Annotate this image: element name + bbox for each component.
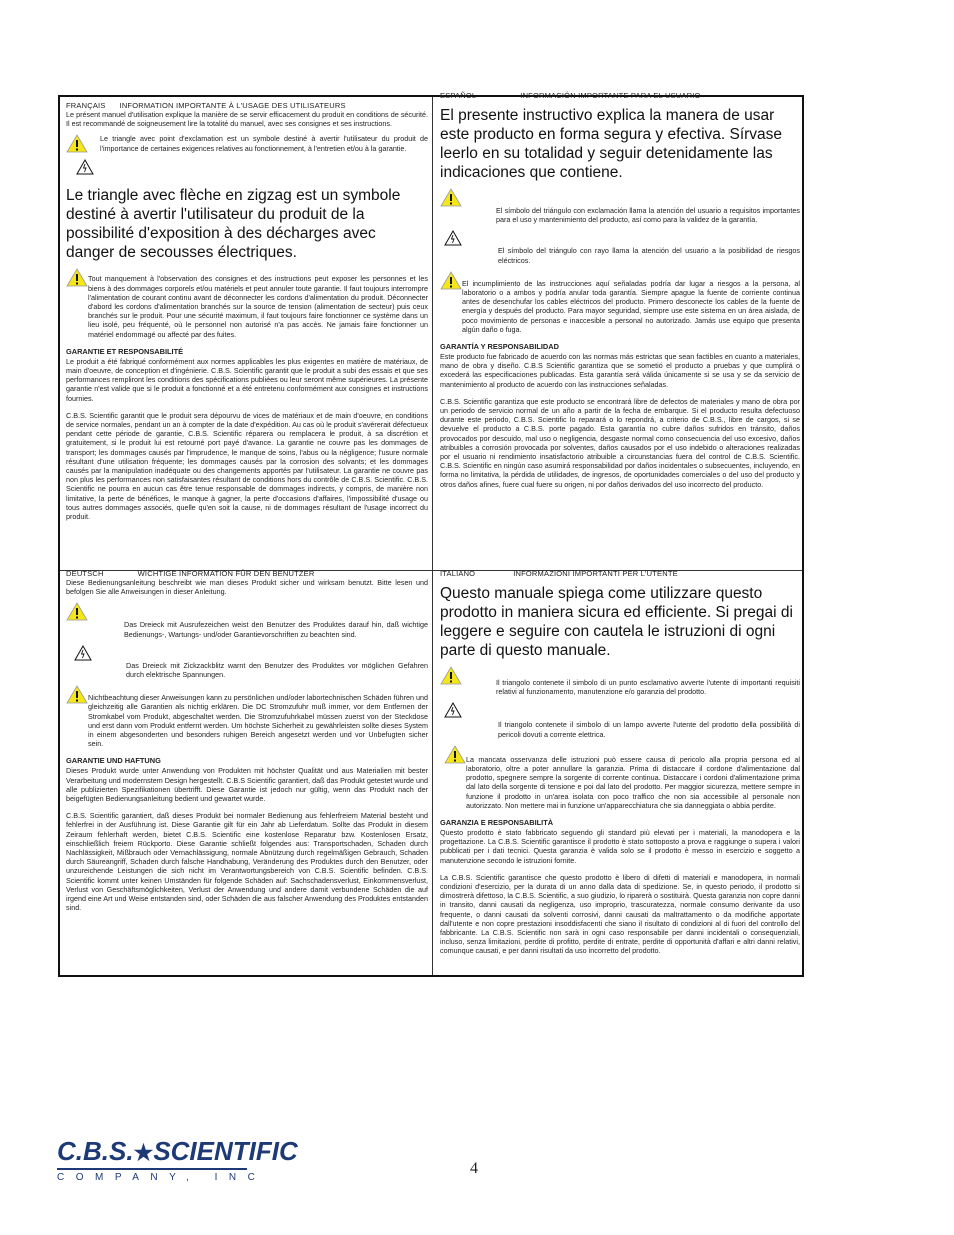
- warning-exclamation-icon: [66, 602, 88, 621]
- intro-text: El presente instructivo explica la manera de usar este producto en forma segura y efectiva. Sírvase leerlo en su totalidad y seguir detenidamente las indicaciones que contiene.: [440, 107, 783, 181]
- page-number: 4: [470, 1160, 478, 1177]
- warranty-paragraph-1: Questo prodotto è stato fabbricato seguendo gli standard più elevati per i materiali, la manodopera e la progettazione. La C.B.S. Scientific garantisce il prodotto è stato sottoposto a prova e raggiunge o supera i valori pubblicati per i dati tecnici. Questa garanzia è valida solo se il prodotto è messo in esercizio e soggetto a manutenzione secondo le istruzioni fornite.: [440, 828, 800, 865]
- warning-lightning-icon: [76, 159, 94, 175]
- warning-notice: La mancata osservanza delle istruzioni può essere causa di pericolo alla propria persona ed al laboratorio, oltre a poter annullare la garanzia. Prima di distaccare il cordone d'alimentazione dal prodotto, spegnere sempre la sorgente di corrente continua. Distaccare i cordoni d'alimentazione prima dal lato della sorgente di tensione e poi dal lato del prodotto. Per maggior sicurezza, mettere sempre in funzione il prodotto in un'area isolata con poco traffico che non sia accessibile al personale non autorizzato. Non mettere mai in funzione un'apparecchiatura che sia danneggiata o abbia perdite.: [440, 745, 800, 810]
- warning-exclamation-icon: [440, 188, 462, 207]
- exclamation-notice: El símbolo del triángulo con exclamación llama la atención del usuario a requisitos importantes para el uso y mantenimiento del producto, así como para la validez de la garantía.: [440, 188, 800, 224]
- column-divider: [432, 97, 433, 975]
- warranty-paragraph-1: Este producto fue fabricado de acuerdo con las normas más estrictas que sean factibles en cuanto a materiales, mano de obra y diseño. C.B.S Scientific garantiza que se sometió el producto a pruebas y que cumplirá o excederá las especificaciones publicadas. Esta garantía será válida únicamente si se usa y se da servicio de mantenimiento al producto de acuerdo con las instrucciones señaladas.: [440, 352, 800, 389]
- warning-exclamation-icon: [440, 271, 462, 290]
- warning-lightning-icon: [444, 702, 462, 718]
- warning-lightning-icon: [444, 230, 462, 246]
- warning-notice: Tout manquement à l'observation des consignes et des instructions peut exposer les personnes et les biens à des dommages corporels et/ou matériels et peut annuler toute garantie. Il faut toujours interrompre l'alimentation de courant continu avant de déconnecter les cordons d'alimentation du produit. Déconnecter d'abord les cordons d'alimentation branchés sur la source de tension (alimentation de secteur) puis ceux branchés sur le produit. Pour une sécurité maximum, il faut toujours faire fonctionner ce système dans un lieu isolé, peu fréquenté, où le personnel non autorisé n'a pas accès. Ne jamais faire fonctionner un matériel endommagé ou affecté par des fuites.: [66, 268, 428, 338]
- section-header: ITALIANO INFORMAZIONI IMPORTANTI PER L'UTENTE: [440, 569, 678, 578]
- intro-text: Questo manuale spiega come utilizzare questo prodotto in maniera sicura ed efficiente. Si pregai di leggere e seguire con cautela le istruzioni di ogni parte di questo manuale.: [440, 585, 793, 659]
- warranty-paragraph-1: Le produit a été fabriqué conformément aux normes applicables les plus exigentes en matière de matériaux, de main d'oeuvre, de conception et d'ingénierie. C.B.S. Scientific garantit que le produit a subi des essais et que ses performances rempliront les conditions des spécifications publiées ou leur seront même supérieures. La présente garantie n'est valide que si le produit a fonctionné et a été entretenu conformément aux consignes et instructions fournies.: [66, 356, 428, 403]
- warranty-paragraph-2: C.B.S. Scientific garantit que le produit sera dépourvu de vices de matériaux et de main d'oeuvre, en conditions de service normales, pendant un an à compter de la date d'expédition. Au cas où le produit s'avérerait défectueux pendant cette période de garantie, C.B.S. Scientific réparera ou remplacera le produit, à sa discrétion et gratuitement, si le produit lui est retourné port payé d'avance. La garantie ne couvre pas les dommages de transport; les dommages causés par l'imprudence, le manque de soins, l'abus ou la négligence; l'usure normale résultant d'une utilisation fréquente; les dommages causés par la corrosion des solvants; et les dommages causés par la manipulation inadéquate ou des changements apportés par l'utilisateur. La garantie ne couvre pas non plus les performances non satisfaisantes résultant de conditions hors du contrôle de C.B.S. Scientific. C.B.S. Scientific ne pourra en aucun cas être tenue responsable de dommages indirects, y compris, de manière non limitative, la perte de bénéfices, le manque à gagner, la perte d'occasions d'affaires, l'impossibilité d'usage ou tous autres dommages associés, quelle qu'en soit la cause, ni de dommages résultant de l'usage incorrect du produit.: [66, 410, 428, 522]
- section-spanish: [440, 91, 800, 567]
- warranty-heading: GARANZIA E RESPONSABILITÀ: [440, 818, 554, 828]
- section-header: FRANÇAIS INFORMATION IMPORTANTE À L'USAGE DES UTILISATEURS: [66, 101, 346, 110]
- warranty-heading: GARANTIE ET RESPONSABILITÉ: [66, 346, 184, 356]
- intro-text: Le présent manuel d'utilisation explique la manière de se servir efficacement du produit en conditions de sécurité. Il est recommandé de soigneusement lire la totalité du manuel, avec ses consignes et ses instructions.: [66, 110, 428, 129]
- warning-exclamation-icon: [440, 666, 462, 685]
- warning-notice: El incumplimiento de las instrucciones aquí señaladas podría dar lugar a riesgos a la persona, al laboratorio o a ambos y podría anular toda garantía. Siempre apague la fuente de corriente continua antes de desenchufar los cables eléctricos del producto. Primero desconecte los cables de la fuente de energía y después del producto. Para mayor seguridad, siempre use este sistema en un área aislada, de poco movimiento de personas e inaccesible a personal no autorizado. Jamás use equipo que presenta algún daño o fuga.: [440, 271, 800, 334]
- warranty-heading: GARANTIE UND HAFTUNG: [66, 756, 161, 766]
- warranty-paragraph-1: Dieses Produkt wurde unter Anwendung von Produkten mit höchster Qualität und aus Materialien mit bester Verarbeitung und modernstem Design hergestellt. C.B.S Scientific garantiert, daß das Produkt getestet wurde und alle publizierten Spezifikationen übertrifft. Diese Garantie ist jedoch nur gültig, wenn das Produkt nach der beigefügten Bedienungsanleitung bedient und gewartet wurde.: [66, 766, 428, 804]
- exclamation-notice: Das Dreieck mit Ausrufezeichen weist den Benutzer des Produktes darauf hin, daß wichtige Bedienungs-, Wartungs- und/oder Garantievorschriften zu beachten sind.: [66, 602, 428, 638]
- warranty-paragraph-2: C.B.S. Scientific garantiert, daß dieses Produkt bei normaler Bedienung aus fehlerfreiem Material besteht und fehlerfrei in der Ausführung ist. Diese Garantie gilt für ein Jahr ab Lieferdatum. Sollte das Produkt in diesem Zeiraum fehlerhaft werden, bietet C.B.S. Scientific eine kostenlose Reparatur bzw. Kostenlosen Ersatz, einschließlich freiem Rückporto. Diese Garantie schließt folgendes aus: Transportschaden, Schaden durch Nachlässigkeit, Mißbrauch oder Vernachlässigung, normale Abnützung durch regelmäßigen Gebrauch, Schaden durch Säureangriff, Schaden durch falsche Handhabung, Veränderung des Produktes durch den Benutzer, oder unzureichende Leistungen die sich nicht im Verantwortungsbereich von C.B.S. Scientific befinden. C.B.S. Scientific kommt unter keinen Umständen für folgende Schäden auf: Sachschadensverlust, Einkommensverlust, Verlust von Geschäftsmöglichkeiten, Verlust der Anwendung und andere damit verbundene Schäden die auf irgend eine Art und Weise entstanden sind, oder Schäden die aus falscher Anwendung des Produktes entstanden sind.: [66, 811, 428, 913]
- warranty-paragraph-2: La C.B.S. Scientific garantisce che questo prodotto è libero di difetti di materiali e manodopera, in normali condizioni d'esercizio, per la durata di un anno dalla data di spedizione. Se, in questo periodo, il prodotto si dimostrerà difettoso, la C.B.S. Scientific, a suo giudizio, lo riparerà o sostituirà. Questa garanzia non copre danni in transito, danni causati da negligenza, uso improprio, trascuratezza, normale consumo derivante da uso frequente, o danni causati da solventi corrosivi, danni causati da maltrattamento o da modifiche apportate dall'utente e non copre prestazioni insoddisfacenti che siano il risultato di condizioni al di fuori del controllo del fabbricante. La C.B.S. Scientific non sarà in ogni caso responsabile per danni incidentali o consequenziali, incluso, senza limitazioni, perdite di profitto, perdite di entrate, perdite di opportunità d'affari e altri danni relativi, comunque causati, e per danni risultati da uso incorretto del prodotto.: [440, 872, 800, 956]
- warning-exclamation-icon: [66, 268, 88, 287]
- warning-lightning-icon: [74, 645, 92, 661]
- lightning-notice: Il triangolo contenete il simbolo di un lampo avverte l'utente del prodotto della possibilità di pericoli dovuti a corrente elettrica.: [440, 702, 800, 738]
- warning-exclamation-icon: [66, 685, 88, 704]
- company-logo: C.B.S.★SCIENTIFIC COMPANY, INC: [57, 1136, 298, 1183]
- section-italian: [440, 569, 800, 977]
- warranty-heading: GARANTÍA Y RESPONSABILIDAD: [440, 342, 559, 352]
- manual-page-grid: [58, 91, 804, 977]
- warranty-paragraph-2: C.B.S. Scientific garantiza que este producto se encontrará libre de defectos de materiales y mano de obra por un periodo de servicio normal de un año a partir de la fecha de embarque. Si el producto resulta defectuoso durante este periodo, C.B.S. Scientific lo reparará o lo repondrá, a criterio de C.B.S., libre de cargos, si se devuelve el producto a C.B.S. porte pagado. Esta garantía no cubre daños sufridos en tránsito, daños provocados por descuido, mal uso o negligencia, desgaste normal como consecuencia del uso excesivo, daños atribuibles a corrosión provocada por solventes, daños causados por el uso indebido o alteraciones realizadas por el usuario ni rendimiento insatisfactorio atribuible a circunstancias fuera del control de C.B.S. Scientific. C.B.S. Scientific en ningún caso asumirá responsabilidad por daños incidentales o subsecuentes, incluyendo, en forma no limitativa, la pérdida de utilidades, de ingresos, de oportunidades comerciales o del uso del producto y otros daños afines, fuere cual fuere su origen, ni por daños derivados del uso incorrecto del producto.: [440, 396, 800, 489]
- warning-exclamation-icon: [66, 134, 88, 153]
- exclamation-notice: Le triangle avec point d'exclamation est un symbole destiné à avertir l'utilisateur du produit de l'importance de certaines exigences relatives au fonctionnement, à l'entretien et/ou à la garantie.: [66, 134, 428, 153]
- section-german: [66, 569, 428, 977]
- lightning-notice: El símbolo del triángulo con rayo llama la atención del usuario a la posibilidad de riesgos eléctricos.: [440, 230, 800, 264]
- section-header: ESPAÑOL INFORMACIÓN IMPORTANTE PARA EL USUARIO: [440, 91, 701, 100]
- lightning-notice-text: Le triangle avec flèche en zigzag est un symbole destiné à avertir l'utilisateur du produit de la possibilité d'exposition à des décharges avec danger de secousses électriques.: [66, 187, 401, 262]
- section-header: DEUTSCH WICHTIGE INFORMATION FÜR DEN BENUTZER: [66, 569, 315, 578]
- warning-notice: Nichtbeachtung dieser Anweisungen kann zu persönlichen und/oder labortechnischen Schäden führen und gleichzeitig alle Garantien als nichtig erklären. Die DC Stromzufuhr muß immer, vor dem Entfernen der Stromkabel vom Produkt, abgeschaltet werden. Die Stromzufuhrkabel müssen zuerst von der Steckdose und erst dann vom Produkt entfernt werden. Um höchste Sicherheit zu gewährleisten sollte dieses System in einem abgesonderten und besonders ruhigen Bereich angesetzt werden und vor Unbefugten sicher sein.: [66, 685, 428, 748]
- star-icon: ★: [133, 1140, 154, 1165]
- lightning-notice: Das Dreieck mit Zickzackblitz warnt den Benutzer des Produktes vor möglichen Gefahren durch elektrische Spannungen.: [66, 645, 428, 679]
- section-french: [66, 101, 428, 567]
- intro-text: Diese Bedienungsanleitung beschreibt wie man dieses Produkt sicher und wirksam benutzt. Bitte lesen und befolgen Sie alle Anweisungen in dieser Anleitung.: [66, 578, 428, 597]
- warning-exclamation-icon: [444, 745, 466, 764]
- exclamation-notice: Il triangolo contenete il simbolo di un punto esclamativo avverte l'utente di importanti requisiti relativi al funzionamento, manutenzione e/o garanzia del prodotto.: [440, 666, 800, 696]
